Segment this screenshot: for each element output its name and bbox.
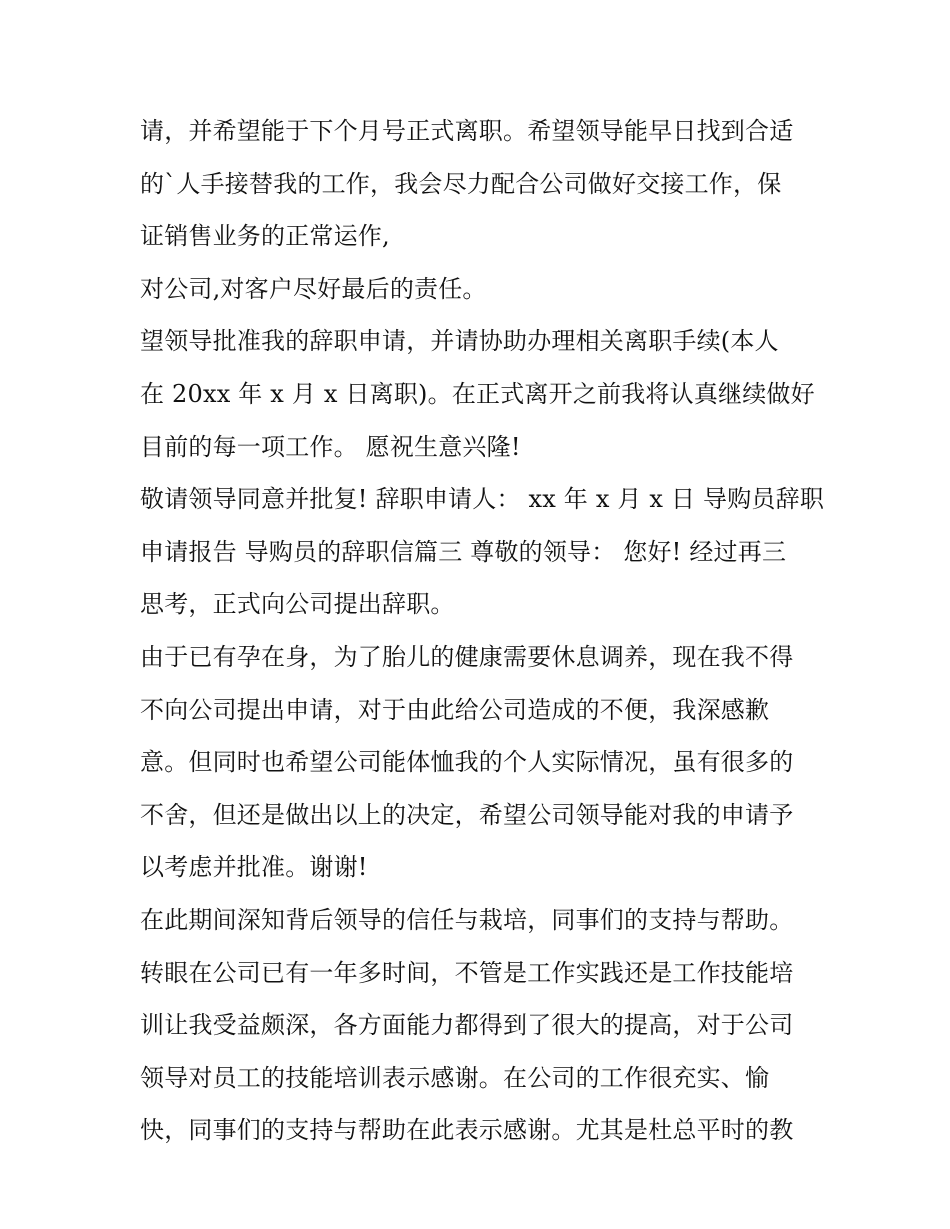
text-line: 不舍，但还是做出以上的决定，希望公司领导能对我的申请予 <box>140 800 794 829</box>
text-line: 望领导批准我的辞职申请，并请协助办理相关离职手续(本人 <box>140 327 779 356</box>
text-line: 申请报告 导购员的辞职信篇三 尊敬的领导： 您好! 经过再三 <box>140 537 787 566</box>
text-line: 训让我受益颇深，各方面能力都得到了很大的提高，对于公司 <box>140 1011 794 1040</box>
text-line: 在 20xx 年 x 月 x 日离职)。在正式离开之前我将认真继续做好 <box>140 379 815 408</box>
document-body <box>140 105 825 1157</box>
text-line: 的`人手接替我的工作，我会尽力配合公司做好交接工作，保 <box>140 169 782 198</box>
text-line: 以考虑并批准。谢谢! <box>140 853 368 882</box>
text-line: 敬请领导同意并批复! 辞职申请人： xx 年 x 月 x 日 导购员辞职 <box>140 485 825 514</box>
text-line: 对公司,对客户尽好最后的责任。 <box>140 274 487 303</box>
text-line: 不向公司提出申请，对于由此给公司造成的不便，我深感歉 <box>140 695 770 724</box>
text-line: 快，同事们的支持与帮助在此表示感谢。尤其是杜总平时的教 <box>140 1116 794 1145</box>
text-line: 请，并希望能于下个月号正式离职。希望领导能早日找到合适 <box>140 117 794 145</box>
text-line: 思考，正式向公司提出辞职。 <box>140 590 455 619</box>
text-line: 转眼在公司已有一年多时间，不管是工作实践还是工作技能培 <box>140 958 794 987</box>
text-line: 在此期间深知背后领导的信任与栽培，同事们的支持与帮助。 <box>140 905 794 934</box>
text-line: 由于已有孕在身，为了胎儿的健康需要休息调养，现在我不得 <box>140 642 794 671</box>
text-line: 意。但同时也希望公司能体恤我的个人实际情况，虽有很多的 <box>140 748 794 777</box>
text-line: 证销售业务的正常运作, <box>140 222 390 251</box>
text-line: 领导对员工的技能培训表示感谢。在公司的工作很充实、愉 <box>140 1063 770 1092</box>
text-line: 目前的每一项工作。 愿祝生意兴隆! <box>140 432 521 461</box>
